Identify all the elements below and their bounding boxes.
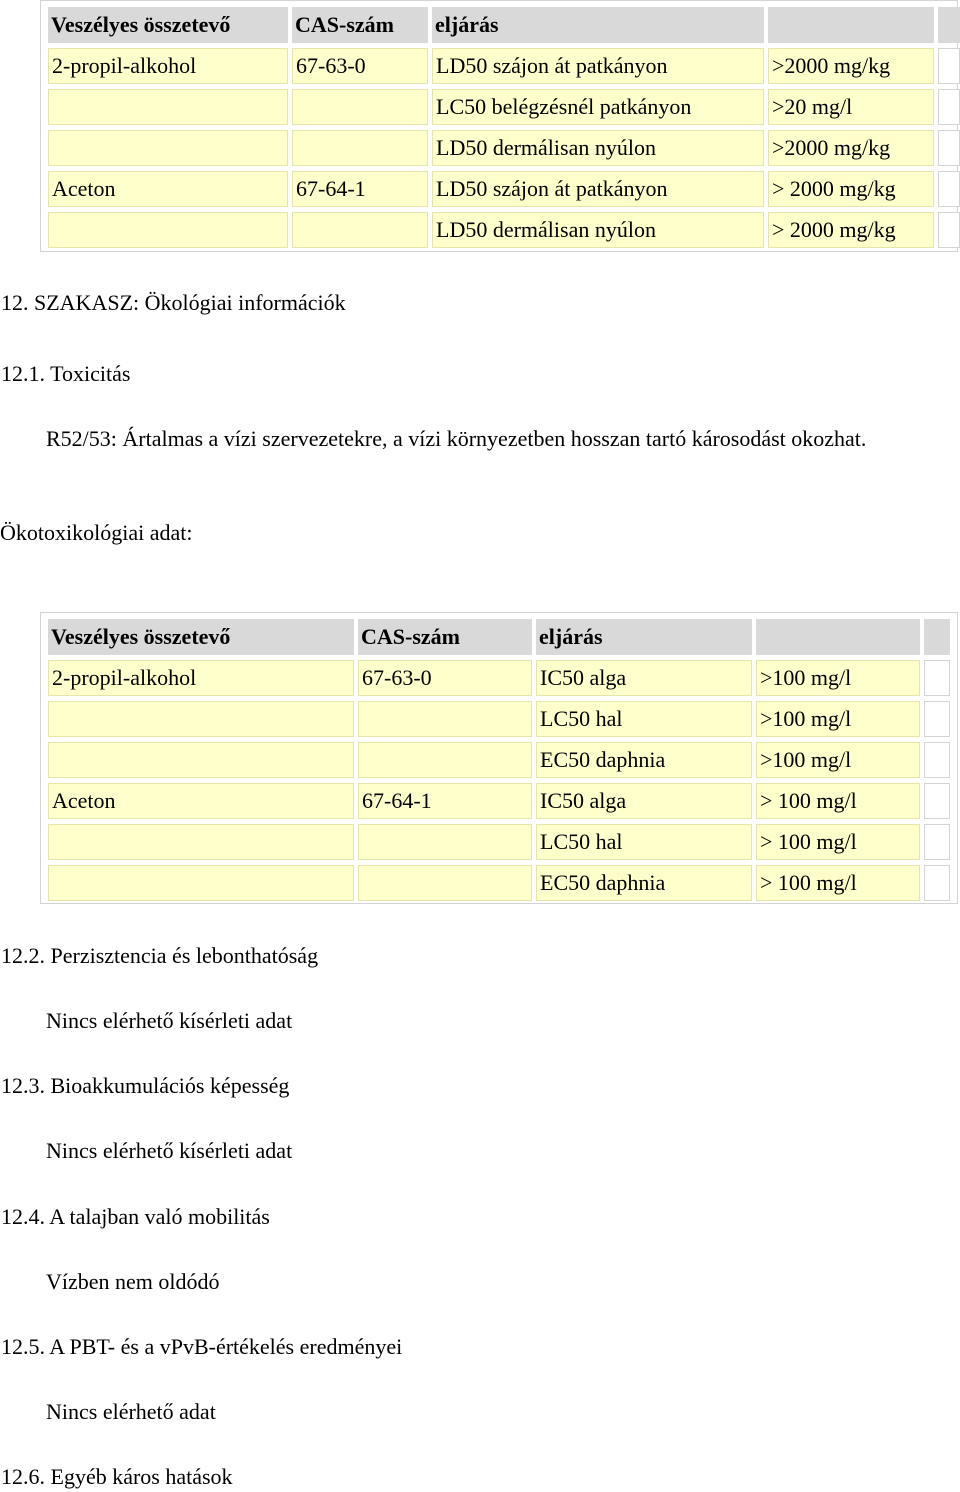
- cell-component: 2-propil-alkohol: [48, 660, 354, 696]
- cell-method: LC50 hal: [536, 824, 752, 860]
- section-title: 12. SZAKASZ: Ökológiai információk: [1, 290, 346, 315]
- cell-method: IC50 alga: [536, 660, 752, 696]
- cell-value: > 2000 mg/kg: [768, 212, 934, 248]
- cell-cas: 67-64-1: [292, 171, 428, 207]
- cell-value: >2000 mg/kg: [768, 130, 934, 166]
- cell-value: > 100 mg/l: [756, 824, 920, 860]
- cell-component: 2-propil-alkohol: [48, 48, 288, 84]
- cell-empty: [938, 130, 960, 166]
- cell-value: >100 mg/l: [756, 701, 920, 737]
- cell-value: > 2000 mg/kg: [768, 171, 934, 207]
- cell-cas: [358, 824, 532, 860]
- cell-value: >100 mg/l: [756, 660, 920, 696]
- cell-cas: 67-63-0: [292, 48, 428, 84]
- subsection-body: Nincs elérhető kísérleti adat: [46, 1138, 293, 1163]
- table-row: [48, 48, 960, 84]
- header-extra: [938, 7, 960, 43]
- header-extra: [924, 619, 950, 655]
- cell-cas: 67-64-1: [358, 783, 532, 819]
- table-row: [48, 783, 950, 819]
- subsection-heading: 12.6. Egyéb káros hatások: [1, 1464, 233, 1489]
- cell-empty: [938, 89, 960, 125]
- cell-empty: [938, 48, 960, 84]
- r-phrase-text: R52/53: Ártalmas a vízi szervezetekre, a vízi környezetben hosszan tartó károsodást okozhat.: [46, 426, 867, 451]
- cell-cas: 67-63-0: [358, 660, 532, 696]
- cell-method: EC50 daphnia: [536, 742, 752, 778]
- header-component: Veszélyes összetevő: [48, 7, 288, 43]
- subsection-heading: 12.2. Perzisztencia és lebonthatóság: [1, 943, 319, 968]
- cell-method: LD50 szájon át patkányon: [432, 48, 764, 84]
- table-row: [48, 171, 960, 207]
- table-row: [48, 212, 960, 248]
- header-cas: CAS-szám: [292, 7, 428, 43]
- cell-component: [48, 130, 288, 166]
- subsection-heading-toxicity: 12.1. Toxicitás: [1, 361, 131, 386]
- subsection-heading: 12.4. A talajban való mobilitás: [1, 1204, 270, 1229]
- cell-cas: [292, 212, 428, 248]
- cell-method: LD50 dermálisan nyúlon: [432, 130, 764, 166]
- cell-empty: [924, 701, 950, 737]
- cell-empty: [938, 212, 960, 248]
- toxicity-table-header: [48, 7, 960, 43]
- cell-value: >100 mg/l: [756, 742, 920, 778]
- cell-empty: [924, 660, 950, 696]
- cell-method: IC50 alga: [536, 783, 752, 819]
- cell-cas: [358, 865, 532, 901]
- cell-empty: [924, 742, 950, 778]
- subsection-heading: 12.3. Bioakkumulációs képesség: [1, 1073, 290, 1098]
- cell-cas: [292, 89, 428, 125]
- ecotox-table-header: [48, 619, 950, 655]
- cell-method: EC50 daphnia: [536, 865, 752, 901]
- cell-empty: [924, 783, 950, 819]
- table-row: [48, 130, 960, 166]
- ecotox-label: Ökotoxikológiai adat:: [0, 520, 193, 545]
- cell-component: [48, 212, 288, 248]
- subsection-body: Nincs elérhető adat: [46, 1399, 216, 1424]
- header-value: [756, 619, 920, 655]
- table-row: [48, 701, 950, 737]
- header-method: eljárás: [536, 619, 752, 655]
- cell-empty: [924, 865, 950, 901]
- subsection-body: Nincs elérhető kísérleti adat: [46, 1008, 293, 1033]
- subsection-body: Vízben nem oldódó: [46, 1269, 220, 1294]
- cell-method: LD50 dermálisan nyúlon: [432, 212, 764, 248]
- cell-empty: [938, 171, 960, 207]
- cell-component: [48, 742, 354, 778]
- cell-component: [48, 865, 354, 901]
- header-cas: CAS-szám: [358, 619, 532, 655]
- cell-component: [48, 701, 354, 737]
- cell-method: LD50 szájon át patkányon: [432, 171, 764, 207]
- cell-value: >20 mg/l: [768, 89, 934, 125]
- cell-value: > 100 mg/l: [756, 783, 920, 819]
- toxicity-table: [40, 0, 958, 252]
- cell-method: LC50 belégzésnél patkányon: [432, 89, 764, 125]
- cell-empty: [924, 824, 950, 860]
- cell-component: [48, 89, 288, 125]
- cell-component: [48, 824, 354, 860]
- cell-cas: [358, 742, 532, 778]
- cell-cas: [358, 701, 532, 737]
- cell-method: LC50 hal: [536, 701, 752, 737]
- header-component: Veszélyes összetevő: [48, 619, 354, 655]
- table-row: [48, 660, 950, 696]
- cell-component: Aceton: [48, 171, 288, 207]
- ecotox-table: [40, 612, 958, 904]
- cell-value: >2000 mg/kg: [768, 48, 934, 84]
- table-row: [48, 865, 950, 901]
- table-row: [48, 824, 950, 860]
- table-row: [48, 742, 950, 778]
- header-value: [768, 7, 934, 43]
- subsection-heading: 12.5. A PBT- és a vPvB-értékelés eredményei: [1, 1334, 403, 1359]
- header-method: eljárás: [432, 7, 764, 43]
- cell-component: Aceton: [48, 783, 354, 819]
- cell-cas: [292, 130, 428, 166]
- cell-value: > 100 mg/l: [756, 865, 920, 901]
- table-row: [48, 89, 960, 125]
